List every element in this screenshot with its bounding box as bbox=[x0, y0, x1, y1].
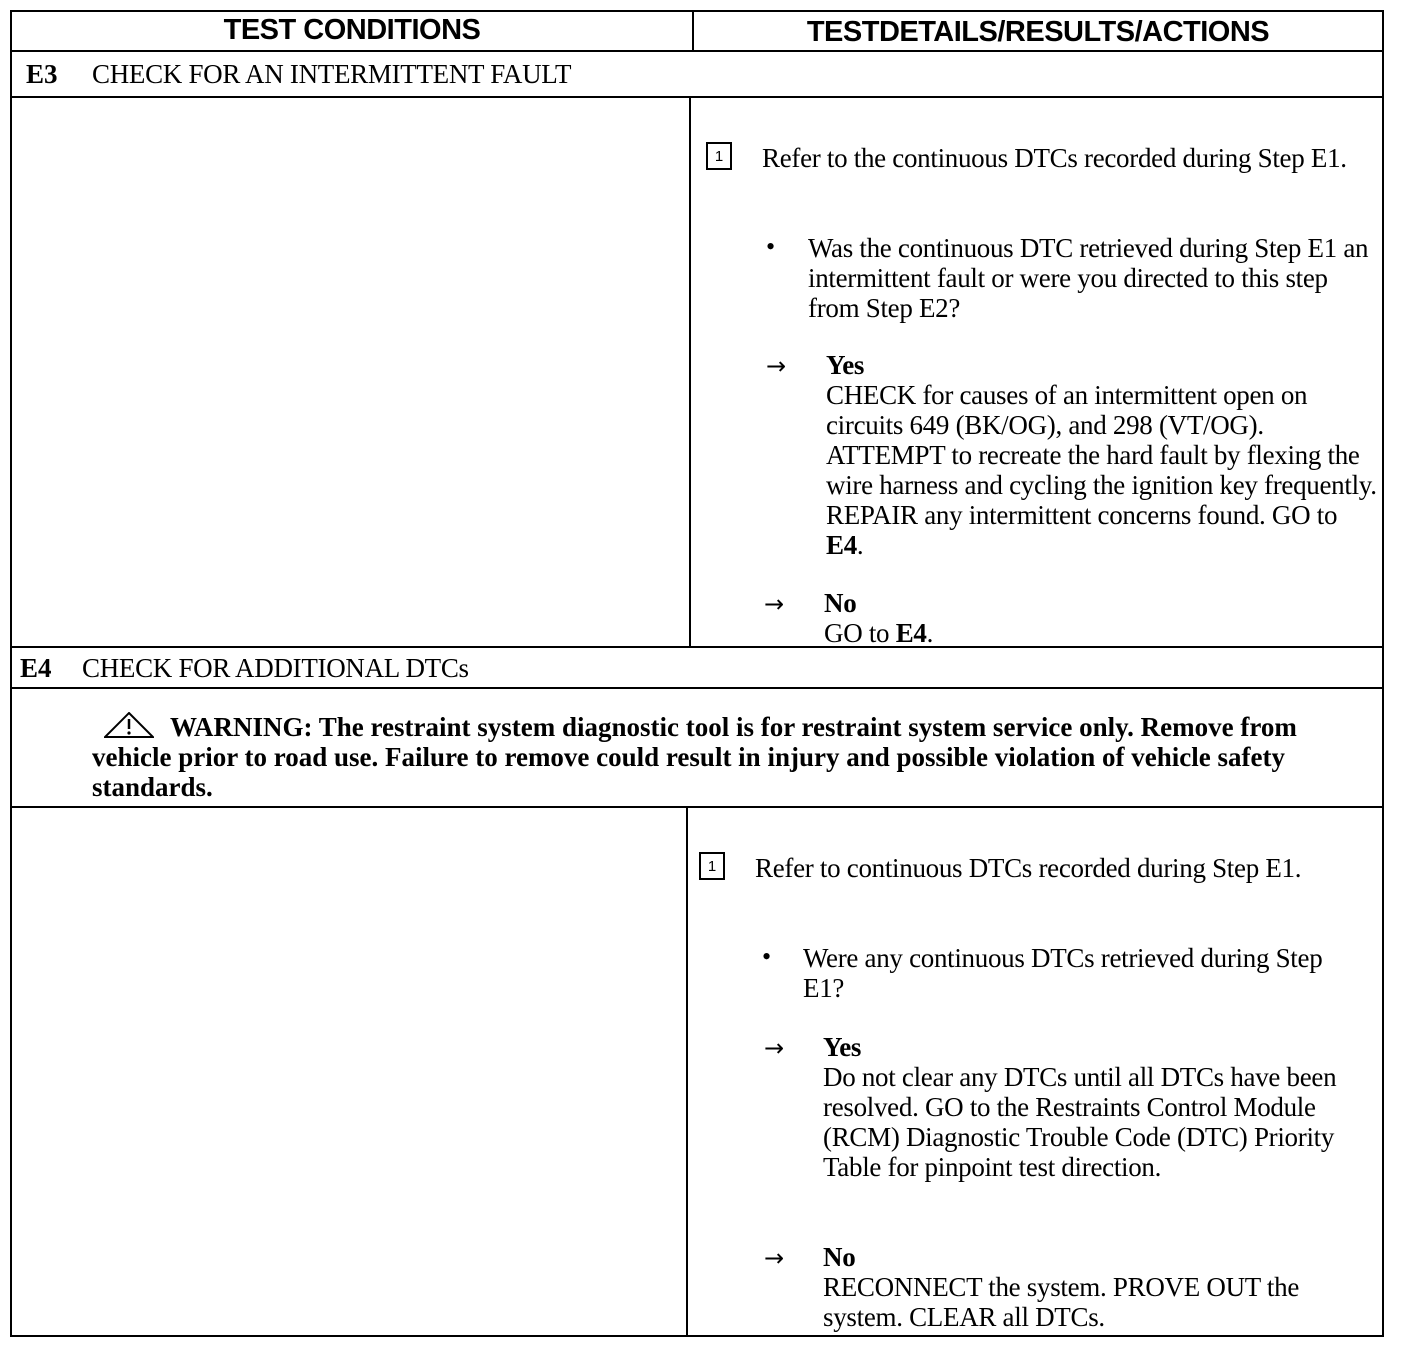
e3-yes-response: Yes CHECK for causes of an intermittent open on circuits 649 (BK/OG), and 298 (VT/OG). ATTEMPT to recreate the hard fault by flexing the wire harness and cycling the ignition key frequently. REPAIR any intermittent concerns found. GO to E4. bbox=[826, 350, 1377, 560]
step-title: CHECK FOR AN INTERMITTENT FAULT bbox=[92, 58, 572, 89]
e4-yes-text: Do not clear any DTCs until all DTCs have been resolved. GO to the Restraints Control Module (RCM) Diagnostic Trouble Code (DTC) Priority Table for pinpoint test direction. bbox=[823, 1062, 1337, 1182]
e4-column-divider bbox=[686, 806, 688, 1337]
right-arrow-icon: → bbox=[764, 1034, 785, 1062]
e3-question: Was the continuous DTC retrieved during Step E1 an intermittent fault or were you directed to this step from Step E2? bbox=[808, 233, 1369, 323]
e3-yes-text: CHECK for causes of an intermittent open on circuits 649 (BK/OG), and 298 (VT/OG). ATTEMPT to recreate the hard fault by flexing the wire harness and cycling the ignition key frequently. REPAIR any intermittent concerns found. GO to bbox=[826, 380, 1377, 530]
e4-instruction: Refer to continuous DTCs recorded during Step E1. bbox=[755, 853, 1302, 883]
e4-no-text: RECONNECT the system. PROVE OUT the system. CLEAR all DTCs. bbox=[823, 1272, 1300, 1332]
no-label: No bbox=[823, 1242, 856, 1272]
e3-title-divider bbox=[10, 96, 1384, 98]
step-id: E3 bbox=[26, 58, 58, 89]
e3-no-text: GO to bbox=[824, 618, 890, 648]
step-number-box: 1 bbox=[699, 852, 725, 880]
yes-label: Yes bbox=[823, 1032, 862, 1062]
step-title: CHECK FOR ADDITIONAL DTCs bbox=[82, 652, 469, 683]
e3-column-divider bbox=[689, 96, 691, 647]
warning-text: WARNING: The restraint system diagnostic tool is for restraint system service only. Remove from vehicle prior to road use. Failure to remove could result in injury and possible violation of vehicle safety standards. bbox=[92, 712, 1297, 802]
e4-yes-response bbox=[823, 1032, 1363, 1182]
e3-instruction: Refer to the continuous DTCs recorded during Step E1. bbox=[762, 143, 1347, 173]
warning-block bbox=[92, 712, 1332, 802]
goto-step: E4 bbox=[895, 618, 927, 648]
right-arrow-icon: → bbox=[766, 352, 787, 380]
no-label: No bbox=[824, 588, 857, 618]
goto-step: E4 bbox=[826, 530, 857, 560]
step-id: E4 bbox=[20, 652, 52, 683]
right-arrow-icon: → bbox=[764, 590, 785, 618]
yes-label: Yes bbox=[826, 350, 865, 380]
e4-no-response bbox=[823, 1242, 1375, 1332]
header-test-details: TESTDETAILS/RESULTS/ACTIONS bbox=[806, 16, 1270, 48]
step-number-box: 1 bbox=[706, 142, 732, 170]
e3-no-response: No GO to E4. bbox=[824, 588, 934, 648]
bullet-icon: • bbox=[762, 942, 772, 971]
header-test-conditions: TEST CONDITIONS bbox=[223, 14, 481, 46]
warning-triangle-icon bbox=[104, 712, 154, 738]
bullet-icon: • bbox=[766, 232, 776, 261]
step-e4-title-row bbox=[20, 648, 469, 688]
step-e3-title-row bbox=[26, 52, 571, 96]
warning-divider bbox=[10, 806, 1384, 808]
right-arrow-icon: → bbox=[764, 1244, 785, 1272]
e4-question: Were any continuous DTCs retrieved during Step E1? bbox=[803, 943, 1323, 1003]
